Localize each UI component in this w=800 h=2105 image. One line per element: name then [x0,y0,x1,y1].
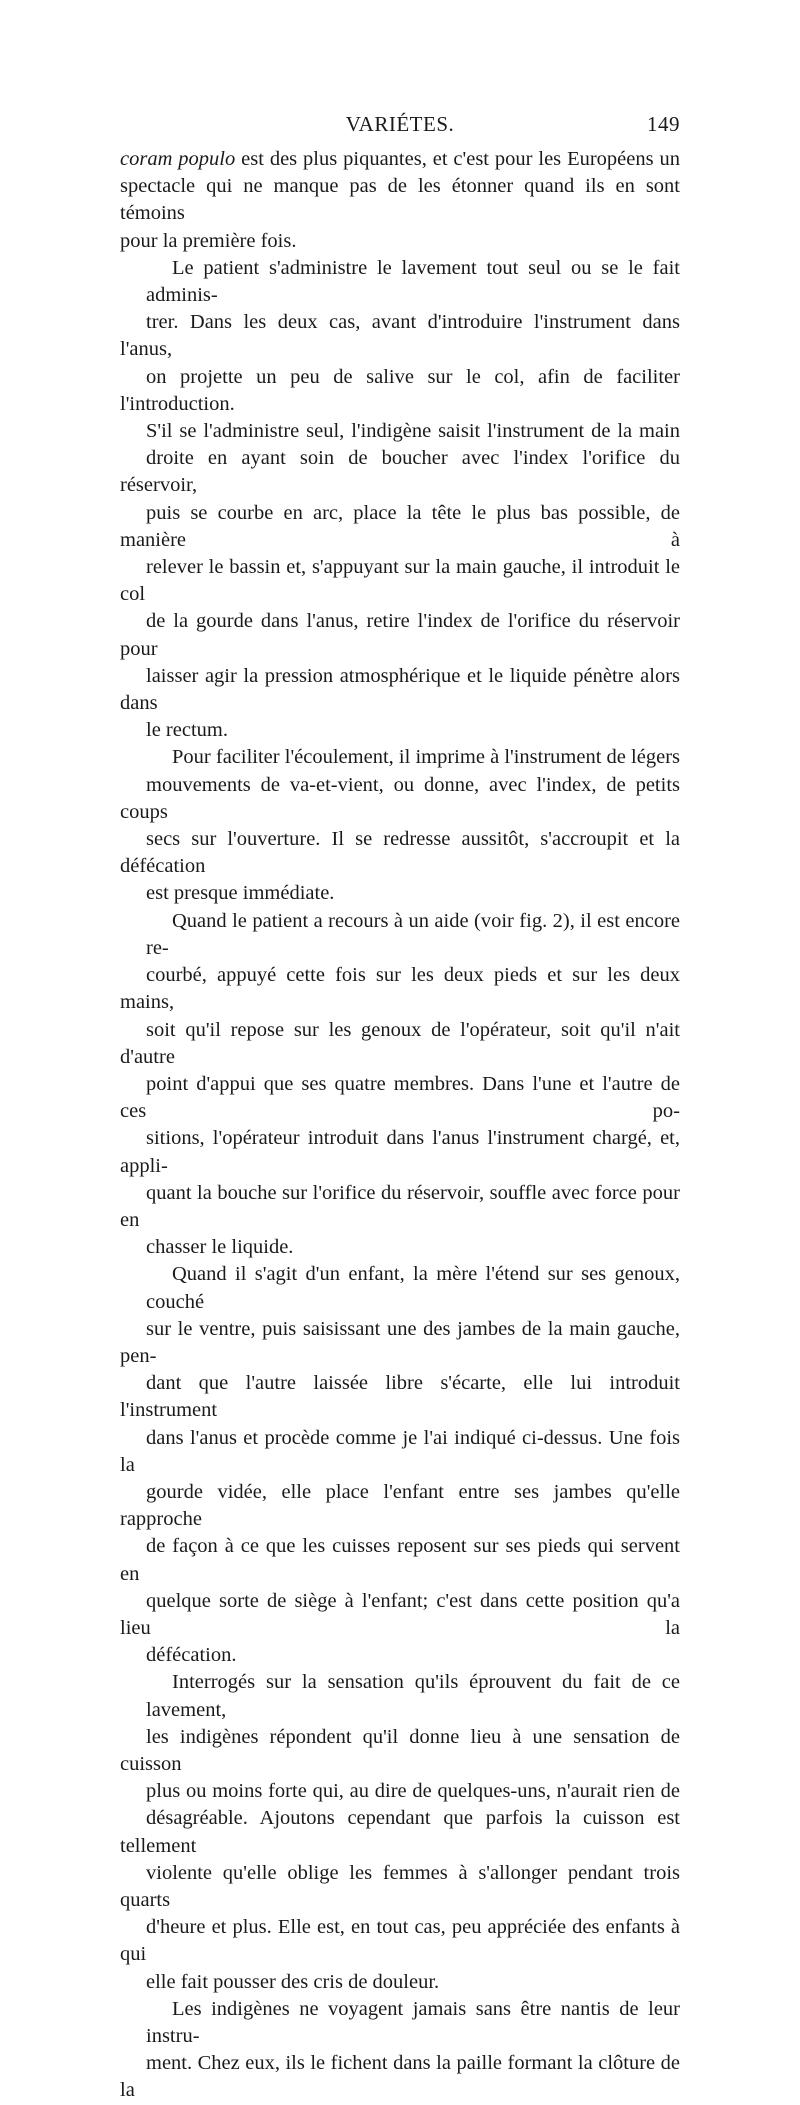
text-line [120,962,680,1016]
text-line [120,255,680,309]
line-text: Le patient s'administre le lavement tout seul ou se le fait adminis- [146,256,680,307]
line-text: quant la bouche sur l'orifice du réservoir, souffle avec force pour en [120,1181,680,1231]
line-text: laisser agir la pression atmosphérique et le liquide pénètre alors dans [120,664,680,715]
text-line [120,880,680,907]
line-text: désagréable. Ajoutons cependant que parfois la cuisson est tellement [120,1807,680,1857]
text-line [120,1588,680,1642]
line-text: sitions, l'opérateur introduit dans l'anus l'instrument chargé, et, appli- [120,1127,680,1177]
line-text: S'il se l'administre seul, l'indigène saisit l'instrument de la main [146,420,680,443]
text-line [120,1479,680,1533]
line-text: dans l'anus et procède comme je l'ai indiqué ci-dessus. Une fois la [120,1426,680,1476]
line-text: de façon à ce que les cuisses reposent sur ses pieds qui servent en [120,1535,680,1585]
text-line [120,1724,680,1778]
line-text: chasser le liquide. [146,1236,294,1259]
line-text: ment. Chez eux, ils le fichent dans la paille formant la clôture de la [120,2052,680,2102]
text-line [120,1778,680,1805]
line-text: trer. Dans les deux cas, avant d'introduire l'instrument dans l'anus, [120,311,680,361]
line-text: Quand le patient a recours à un aide (voir fig. 2), il est encore re- [146,909,680,959]
paragraph [120,146,680,255]
text-line [120,146,680,173]
text-line [120,554,680,608]
text-line [120,445,680,499]
text-line [120,1234,680,1261]
page-number: 149 [647,112,680,136]
line-text: Interrogés sur la sensation qu'ils éprouvent du fait de ce lavement, [146,1671,680,1721]
text-line [120,1180,680,1234]
text-line [120,744,680,771]
running-head [120,112,680,146]
book-page [120,112,680,2105]
text-line [120,1914,680,1968]
text-line [120,1017,680,1071]
line-text: mouvements de va-et-vient, ou donne, avec l'index, de petits coups [120,773,680,823]
paragraph [120,1669,680,1995]
line-text: on projette un peu de salive sur le col, afin de faciliter l'introduction. [120,365,680,415]
line-text: pour la première fois. [120,229,297,252]
line-text: relever le bassin et, s'appuyant sur la main gauche, il introduit le col [120,556,680,606]
paragraph [120,1261,680,1669]
paragraph [120,1996,680,2105]
line-text: violente qu'elle oblige les femmes à s'allonger pendant trois quarts [120,1861,680,1911]
text-line [120,1125,680,1179]
text-line [120,663,680,717]
text-line [120,1642,680,1669]
text-line [120,173,680,227]
line-text: soit qu'il repose sur les genoux de l'opérateur, soit qu'il n'ait d'autre [120,1018,680,1068]
line-text: spectacle qui ne manque pas de les étonner quand ils en sont témoins [120,175,680,225]
line-text: plus ou moins forte qui, au dire de quelques-uns, n'aurait rien de [146,1780,680,1803]
text-line [120,908,680,962]
text-line [120,1370,680,1424]
text-line [120,309,680,363]
text-line [120,1261,680,1315]
line-text: les indigènes répondent qu'il donne lieu à une sensation de cuisson [120,1725,680,1775]
line-text: point d'appui que ses quatre membres. Dans l'une et l'autre de ces po- [120,1072,680,1123]
paragraph [120,908,680,1262]
text-line [120,1425,680,1479]
line-text: quelque sorte de siège à l'enfant; c'est dans cette position qu'a lieu la [120,1589,680,1639]
text-line [120,418,680,445]
text-line [120,608,680,662]
text-line [120,717,680,744]
line-text: dant que l'autre laissée libre s'écarte, elle lui introduit l'instrument [120,1372,680,1422]
paragraph [120,255,680,745]
text-line [120,1533,680,1587]
text-line [120,228,680,255]
line-text: droite en ayant soin de boucher avec l'index l'orifice du réservoir, [120,447,680,497]
line-text: secs sur l'ouverture. Il se redresse aussitôt, s'accroupit et la défécation [120,828,680,878]
line-text: défécation. [146,1644,237,1667]
text-line [120,364,680,418]
line-text: d'heure et plus. Elle est, en tout cas, peu appréciée des enfants à qui [120,1916,680,1966]
text-line [120,1969,680,1996]
italic-phrase: coram populo [120,148,236,170]
line-text: de la gourde dans l'anus, retire l'index de l'orifice du réservoir pour [120,610,680,660]
line-text: Quand il s'agit d'un enfant, la mère l'étend sur ses genoux, couché [146,1263,680,1313]
line-text: sur le ventre, puis saisissant une des jambes de la main gauche, pen- [120,1317,680,1367]
text-line [120,1669,680,1723]
line-text: Les indigènes ne voyagent jamais sans être nantis de leur instru- [146,1997,680,2048]
line-text: puis se courbe en arc, place la tête le plus bas possible, de manière à [120,501,680,551]
text-line [120,1996,680,2050]
text-line [120,2050,680,2104]
text-line [120,826,680,880]
line-text: courbé, appuyé cette fois sur les deux pieds et sur les deux mains, [120,964,680,1014]
line-text: gourde vidée, elle place l'enfant entre ses jambes qu'elle rapproche [120,1480,680,1531]
running-title: VARIÉTES. [345,112,455,136]
text-line [120,1860,680,1914]
line-text: elle fait pousser des cris de douleur. [146,1970,440,1993]
line-text: le rectum. [146,719,228,742]
text-line [120,1071,680,1125]
line-text: est des plus piquantes, et c'est pour les Européens un [235,148,680,170]
body-text [120,146,680,2105]
paragraph [120,744,680,907]
text-line [120,500,680,554]
text-line [120,1805,680,1859]
text-line [120,1316,680,1370]
line-text: est presque immédiate. [146,882,335,905]
line-text: Pour faciliter l'écoulement, il imprime à l'instrument de légers [172,746,680,769]
text-line [120,772,680,826]
